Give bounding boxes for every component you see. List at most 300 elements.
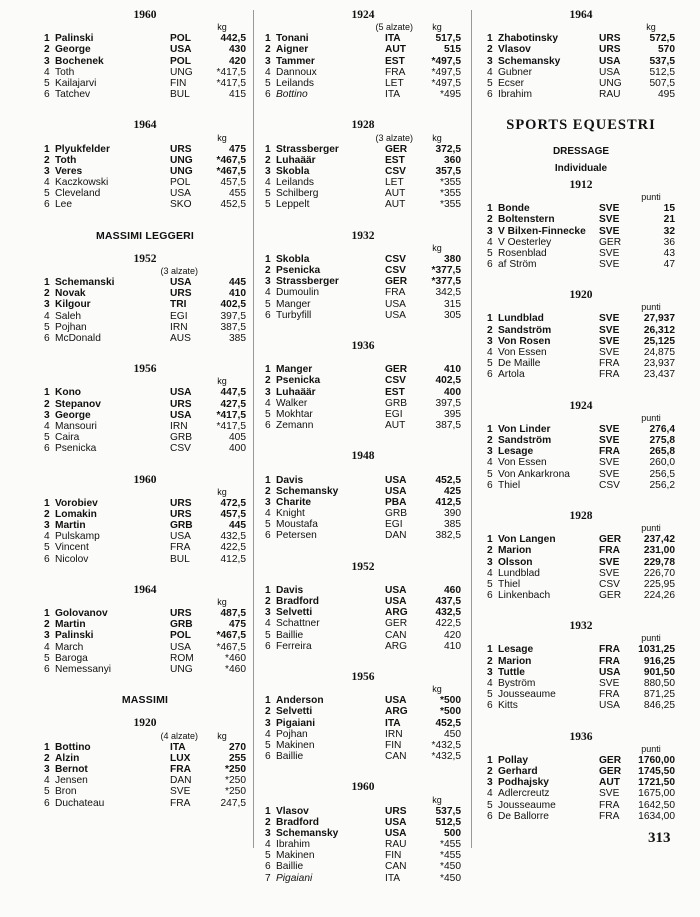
result-value: 23,937 (643, 358, 675, 370)
year-results-block (44, 585, 246, 675)
unit-label: kg (217, 486, 227, 497)
athlete-name: Zhabotinsky (498, 33, 559, 45)
result-row (265, 56, 461, 67)
rank: 5 (265, 188, 271, 200)
result-value: 400 (229, 443, 246, 455)
result-row (44, 188, 246, 199)
result-row (487, 678, 675, 689)
result-row (265, 265, 461, 276)
year-results-block (487, 511, 675, 601)
nation-code: IRN (385, 728, 403, 740)
rank: 4 (487, 66, 493, 78)
result-value: *250 (225, 763, 246, 775)
athlete-name: Selvetti (276, 706, 313, 718)
column-right (487, 10, 675, 842)
result-value: 231,00 (643, 545, 675, 557)
athlete-name: Nicolov (55, 553, 89, 565)
result-row (44, 542, 246, 553)
result-row (265, 276, 461, 287)
year-heading: 1960 (133, 473, 157, 486)
rank: 4 (265, 618, 271, 630)
rank: 6 (265, 640, 271, 652)
nation-code: BUL (170, 89, 190, 101)
result-row (265, 641, 461, 652)
result-value: 229,78 (643, 556, 675, 568)
result-row (265, 375, 461, 386)
rank: 2 (44, 288, 50, 300)
result-value: *432,5 (431, 739, 461, 751)
nation-code: SVE (599, 423, 620, 435)
nation-code: ITA (385, 872, 401, 884)
athlete-name: Davis (276, 584, 304, 596)
athlete-name: V Bilxen-Finnecke (498, 225, 586, 237)
result-value: 880,50 (643, 678, 675, 690)
rank: 1 (487, 644, 493, 656)
nation-code: GRB (385, 508, 408, 520)
result-row (44, 664, 246, 675)
nation-code: URS (170, 508, 192, 520)
nation-code: FIN (170, 77, 187, 89)
nation-code: USA (170, 641, 191, 653)
result-row (44, 387, 246, 398)
result-row (265, 873, 461, 884)
page-number: 313 (648, 830, 671, 846)
nation-code: USA (599, 666, 621, 678)
nation-code: LET (385, 77, 404, 89)
nation-code: TRI (170, 299, 187, 311)
result-row (44, 653, 246, 664)
rank: 5 (44, 77, 50, 89)
nation-code: GER (599, 765, 622, 777)
rank: 2 (265, 596, 271, 608)
result-value: 455 (229, 188, 246, 200)
rank: 1 (487, 33, 493, 45)
rank: 4 (44, 775, 50, 787)
year-results-block (265, 120, 461, 210)
result-row (265, 364, 461, 375)
result-value: 846,25 (643, 700, 675, 712)
result-row (487, 358, 675, 369)
year-heading: 1936 (351, 339, 375, 352)
athlete-name: Schemansky (498, 55, 561, 67)
result-value: 24,875 (643, 347, 675, 359)
rank: 5 (44, 652, 50, 664)
rank: 2 (487, 434, 493, 446)
result-value: 447,5 (220, 387, 246, 399)
athlete-name: Schemansky (276, 827, 339, 839)
result-value: 360 (444, 154, 461, 166)
result-row (265, 89, 461, 100)
rank: 6 (487, 369, 493, 381)
year-results-block (44, 364, 246, 454)
result-row (487, 325, 675, 336)
result-row (265, 497, 461, 508)
year-results-block (487, 290, 675, 380)
section-heading: MASSIMI LEGGERI (95, 229, 195, 242)
sport-title: SPORTS EQUESTRI (506, 117, 656, 134)
unit-header (487, 523, 675, 534)
athlete-name: Pojhan (276, 728, 308, 740)
result-value: 430 (229, 44, 246, 56)
result-row (487, 590, 675, 601)
nation-code: UNG (170, 663, 193, 675)
athlete-name: Ferreira (276, 640, 312, 652)
rank: 6 (44, 199, 50, 211)
result-value: 442,5 (220, 33, 246, 45)
athlete-name: Veres (55, 165, 83, 177)
nation-code: EST (385, 154, 405, 166)
rank: 4 (44, 420, 50, 432)
unit-header (265, 353, 461, 364)
rank: 4 (265, 66, 271, 78)
result-row (487, 56, 675, 67)
unit-label: punti (641, 743, 661, 754)
unit-label: kg (217, 597, 227, 608)
result-value: 387,5 (435, 420, 461, 432)
rank: 6 (487, 89, 493, 101)
rank: 5 (265, 408, 271, 420)
athlete-name: Kaczkowski (55, 177, 109, 189)
athlete-name: Rosenblad (498, 247, 547, 259)
rank: 2 (44, 154, 50, 166)
nation-code: USA (599, 700, 620, 712)
athlete-name: Ibrahim (276, 839, 310, 851)
result-row (487, 568, 675, 579)
rank: 5 (44, 188, 50, 200)
result-row (44, 199, 246, 210)
rank: 1 (265, 474, 271, 486)
unit-header (44, 731, 246, 742)
unit-header (265, 684, 461, 695)
result-value: *377,5 (431, 276, 461, 288)
result-value: *467,5 (216, 630, 246, 642)
nation-code: ITA (385, 717, 401, 729)
result-value: 452,5 (435, 717, 461, 729)
result-value: 472,5 (220, 497, 246, 509)
result-value: 265,8 (649, 446, 675, 458)
rank: 3 (487, 225, 493, 237)
result-row (265, 254, 461, 265)
result-value: 270 (229, 741, 246, 753)
result-value: 495 (658, 89, 675, 101)
nation-code: GRB (170, 619, 193, 631)
rank: 3 (265, 496, 271, 508)
athlete-name: Petersen (276, 530, 317, 542)
result-value: 275,8 (649, 434, 675, 446)
result-row (44, 798, 246, 809)
result-row (265, 530, 461, 541)
unit-label: punti (641, 523, 661, 534)
rank: 1 (265, 695, 271, 707)
result-row (265, 78, 461, 89)
result-row (265, 861, 461, 872)
result-row (487, 248, 675, 259)
athlete-name: Dumoulin (276, 287, 320, 299)
year-results-block (44, 718, 246, 808)
rank: 6 (44, 553, 50, 565)
nation-code: URS (170, 608, 192, 620)
result-row (44, 78, 246, 89)
result-row (265, 585, 461, 596)
year-heading: 1928 (569, 509, 593, 522)
result-value: 457,5 (220, 177, 246, 189)
result-value: 1634,00 (638, 810, 675, 822)
athlete-name: Lundblad (498, 567, 540, 579)
rank: 3 (265, 55, 271, 67)
discipline-subtitle: Individuale (554, 162, 608, 174)
athlete-name: V Oesterley (498, 236, 552, 248)
rank: 3 (487, 777, 493, 789)
rank: 1 (44, 143, 50, 155)
athlete-name: Tonani (276, 33, 309, 45)
rank: 2 (487, 655, 493, 667)
nation-code: URS (170, 288, 192, 300)
unit-header (44, 487, 246, 498)
unit-label: punti (641, 192, 661, 203)
rank: 5 (487, 799, 493, 811)
lifts-note: (3 alzate) (375, 132, 413, 143)
rank: 1 (44, 387, 50, 399)
result-value: 36 (663, 236, 675, 248)
result-value: 570 (658, 44, 675, 56)
athlete-name: Golovanov (55, 608, 108, 620)
rank: 1 (487, 423, 493, 435)
result-value: *250 (225, 775, 246, 787)
rank: 2 (44, 752, 50, 764)
result-value: *495 (440, 89, 461, 101)
athlete-name: Davis (276, 474, 304, 486)
nation-code: SVE (599, 468, 620, 480)
year-heading: 1924 (569, 399, 593, 412)
nation-code: BUL (170, 553, 190, 565)
result-row (487, 67, 675, 78)
result-row (265, 387, 461, 398)
athlete-name: Von Linder (498, 423, 551, 435)
rank: 2 (44, 44, 50, 56)
result-value: 412,5 (435, 496, 461, 508)
unit-label: punti (641, 302, 661, 313)
result-row (487, 33, 675, 44)
nation-code: USA (385, 485, 407, 497)
rank: 3 (265, 717, 271, 729)
nation-code: AUT (385, 199, 406, 211)
result-value: 372,5 (435, 143, 461, 155)
rank: 5 (265, 298, 271, 310)
unit-label: kg (217, 132, 227, 143)
result-value: 901,50 (643, 666, 675, 678)
result-value: 512,5 (435, 816, 461, 828)
rank: 3 (44, 165, 50, 177)
result-value: 23,437 (643, 369, 675, 381)
result-row (487, 689, 675, 700)
athlete-name: Selvetti (276, 607, 313, 619)
unit-header (265, 22, 461, 33)
result-row (44, 155, 246, 166)
athlete-name: Tammer (276, 55, 315, 67)
result-row (487, 369, 675, 380)
result-value: 445 (229, 520, 246, 532)
unit-label: kg (217, 376, 227, 387)
rank: 1 (487, 534, 493, 546)
rank: 2 (487, 44, 493, 56)
result-row (44, 67, 246, 78)
year-heading: 1960 (133, 9, 157, 21)
result-value: *450 (440, 861, 461, 873)
result-value: 1031,25 (638, 644, 675, 656)
athlete-name: March (55, 641, 84, 653)
athlete-name: Psenicka (276, 375, 321, 387)
result-value: 400 (444, 386, 461, 398)
unit-label (198, 266, 246, 277)
nation-code: UNG (170, 154, 193, 166)
athlete-name: Von Essen (498, 347, 547, 359)
result-row (44, 177, 246, 188)
unit-label: kg (432, 242, 442, 253)
athlete-name: Pojhan (55, 321, 87, 333)
result-row (265, 607, 461, 618)
athlete-name: Thiel (498, 578, 521, 590)
result-value: 517,5 (435, 33, 461, 45)
nation-code: LUX (170, 752, 191, 764)
unit-label: kg (646, 22, 656, 33)
year-heading: 1960 (351, 781, 375, 794)
athlete-name: Sandström (498, 324, 552, 336)
column-divider (253, 10, 254, 848)
athlete-name: Adlercreutz (498, 788, 550, 800)
nation-code: CSV (599, 578, 620, 590)
athlete-name: Baillie (276, 629, 304, 641)
rank: 3 (487, 446, 493, 458)
nation-code: FRA (599, 655, 620, 667)
athlete-name: Bradford (276, 596, 320, 608)
result-value: 255 (229, 752, 246, 764)
unit-header (44, 22, 246, 33)
nation-code: UNG (170, 165, 193, 177)
result-row (265, 850, 461, 861)
result-row (44, 619, 246, 630)
result-value: 422,5 (220, 542, 246, 554)
result-value: *355 (440, 188, 461, 200)
nation-code: SVE (170, 786, 191, 798)
result-value: 27,937 (643, 313, 675, 325)
rank: 6 (44, 89, 50, 101)
result-value: *417,5 (216, 77, 246, 89)
rank: 1 (265, 253, 271, 265)
year-heading: 1912 (569, 178, 593, 191)
athlete-name: Vincent (55, 542, 89, 554)
nation-code: USA (385, 827, 407, 839)
nation-code: AUT (385, 420, 406, 432)
result-row (265, 177, 461, 188)
result-value: *455 (440, 850, 461, 862)
result-value: 475 (229, 619, 246, 631)
year-heading: 1936 (569, 730, 593, 743)
unit-label: punti (641, 412, 661, 423)
rank: 3 (487, 335, 493, 347)
athlete-name: Toth (55, 154, 77, 166)
result-row (44, 44, 246, 55)
rank: 4 (265, 728, 271, 740)
nation-code: RAU (385, 839, 407, 851)
year-heading: 1932 (351, 229, 375, 242)
result-row (265, 806, 461, 817)
athlete-name: Palinski (55, 33, 94, 45)
result-value: 410 (444, 640, 461, 652)
athlete-name: McDonald (55, 333, 101, 344)
result-value: 342,5 (435, 287, 461, 299)
athlete-name: Bron (55, 786, 77, 798)
athlete-name: Bernot (55, 763, 88, 775)
rank: 4 (265, 508, 271, 520)
athlete-name: Bottino (276, 89, 308, 101)
result-row (44, 630, 246, 641)
lifts-note: (5 alzate) (375, 22, 413, 33)
year-results-block (265, 231, 461, 321)
nation-code: URS (599, 33, 621, 45)
result-row (265, 706, 461, 717)
rank: 6 (44, 797, 50, 809)
nation-code: GER (385, 143, 408, 155)
result-row (44, 33, 246, 44)
nation-code: CSV (599, 479, 620, 491)
nation-code: CAN (385, 629, 407, 641)
result-row (487, 579, 675, 590)
athlete-name: De Ballorre (498, 810, 549, 822)
year-heading: 1924 (351, 9, 375, 21)
year-heading: 1952 (133, 252, 157, 265)
athlete-name: Lesage (498, 446, 534, 458)
result-row (487, 766, 675, 777)
nation-code: USA (385, 298, 406, 310)
unit-label (413, 353, 461, 364)
athlete-name: Kailajarvi (55, 77, 97, 89)
result-value: *417,5 (216, 420, 246, 432)
rank: 6 (487, 259, 493, 271)
result-row (44, 642, 246, 653)
result-value: *377,5 (431, 265, 461, 277)
athlete-name: Zemann (276, 420, 314, 432)
unit-header (265, 243, 461, 254)
result-row (44, 753, 246, 764)
nation-code: GRB (385, 397, 408, 409)
athlete-name: Manger (276, 364, 313, 376)
rank: 3 (44, 409, 50, 421)
result-row (487, 811, 675, 822)
result-row (265, 409, 461, 420)
nation-code: GER (385, 364, 408, 376)
result-row (265, 420, 461, 431)
rank: 6 (487, 590, 493, 602)
result-row (265, 508, 461, 519)
nation-code: FIN (385, 850, 402, 862)
column-divider (471, 10, 472, 848)
result-value: 15 (663, 203, 675, 215)
result-row (44, 56, 246, 67)
result-row (44, 786, 246, 797)
rank: 5 (44, 321, 50, 333)
result-row (44, 520, 246, 531)
result-row (44, 432, 246, 443)
nation-code: FRA (599, 644, 620, 656)
rank: 1 (265, 805, 271, 817)
result-row (265, 519, 461, 530)
athlete-name: Tatchev (55, 89, 91, 101)
rank: 4 (44, 310, 50, 322)
unit-header (487, 192, 675, 203)
result-value: 537,5 (649, 55, 675, 67)
athlete-name: Bonde (498, 203, 530, 215)
athlete-name: Bochenek (55, 55, 104, 67)
